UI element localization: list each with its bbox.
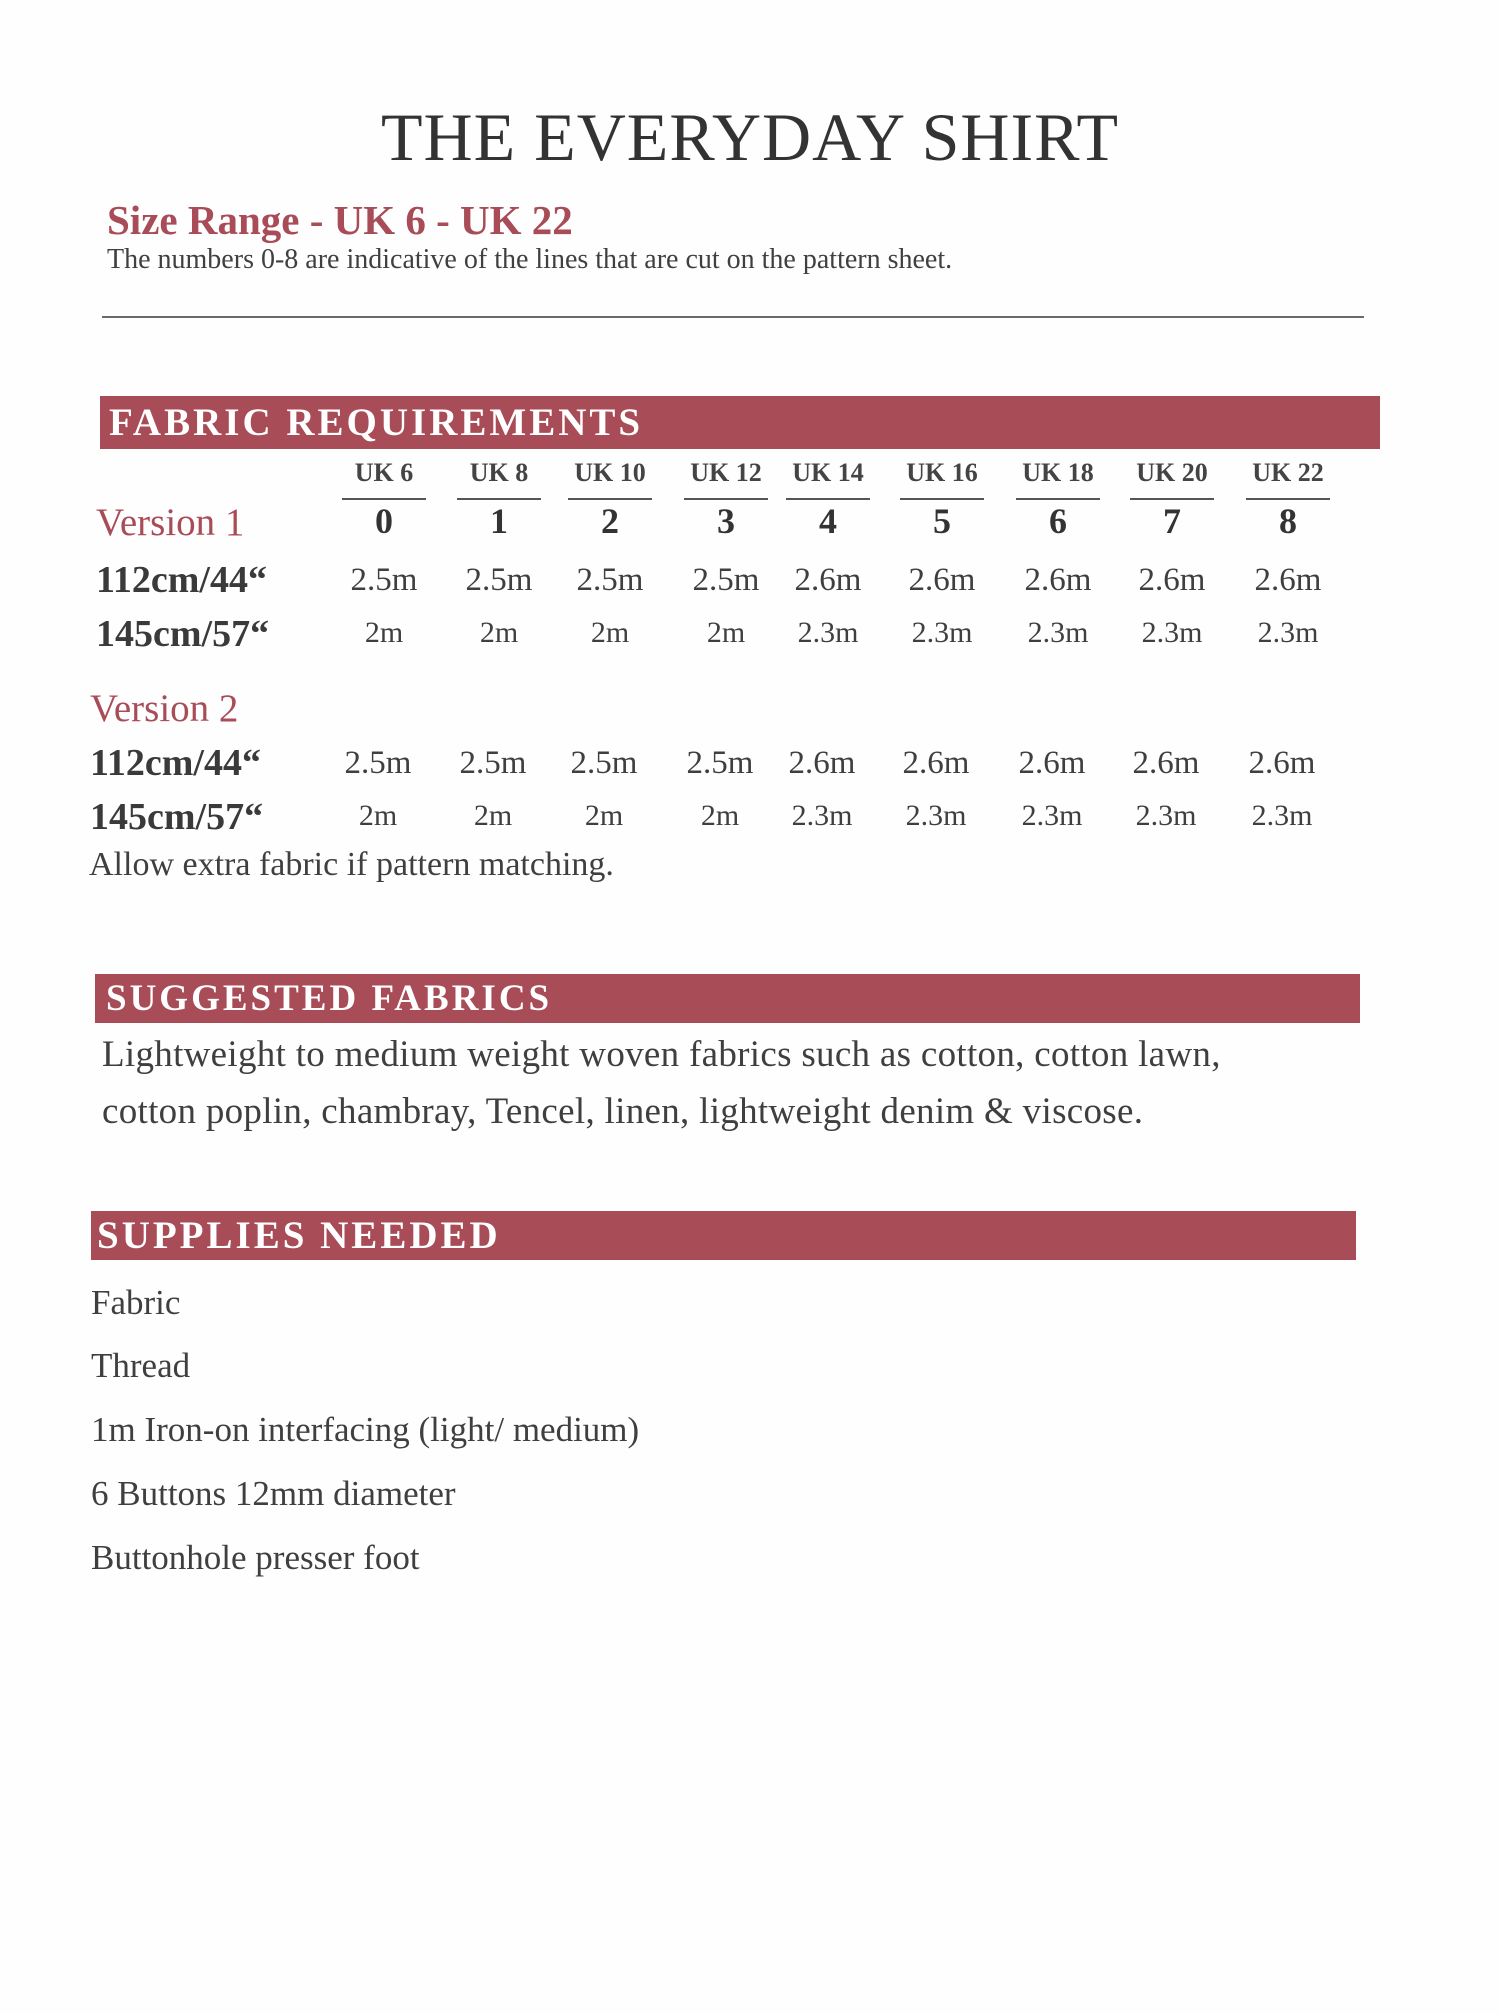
fabric-amount: 2.3m — [1141, 616, 1203, 649]
fabric-requirements-heading: FABRIC REQUIREMENTS — [100, 396, 1380, 449]
size-column-header: UK 12 — [690, 458, 762, 487]
pattern-line-number: 7 — [1163, 501, 1181, 541]
pattern-line-number: 6 — [1049, 501, 1067, 541]
suggested-fabrics-line: Lightweight to medium weight woven fabrics such as cotton, cotton lawn, — [102, 1034, 1221, 1075]
size-column-header: UK 10 — [574, 458, 646, 487]
supply-item: Buttonhole presser foot — [91, 1538, 420, 1577]
fabric-amount: 2.3m — [905, 799, 967, 832]
pattern-line-number: 0 — [375, 501, 393, 541]
fabric-amount: 2.5m — [570, 745, 638, 781]
fabric-amount: 2m — [584, 799, 624, 832]
fabric-amount: 2.3m — [797, 616, 859, 649]
pattern-line-number: 3 — [717, 501, 735, 541]
pattern-line-number: 4 — [819, 501, 837, 541]
fabric-amount: 2.6m — [1024, 562, 1092, 598]
fabric-amount: 2m — [358, 799, 398, 832]
supply-item: Fabric — [91, 1283, 181, 1322]
fabric-amount: 2m — [700, 799, 740, 832]
version-label: Version 2 — [90, 687, 239, 730]
fabric-amount: 2.6m — [1138, 562, 1206, 598]
fabric-amount: 2m — [590, 616, 630, 649]
pattern-line-number: 2 — [601, 501, 619, 541]
supply-item: Thread — [91, 1346, 191, 1385]
fabric-amount: 2.5m — [344, 745, 412, 781]
fabric-amount: 2.5m — [576, 562, 644, 598]
fabric-amount: 2m — [473, 799, 513, 832]
fabric-amount: 2.5m — [350, 562, 418, 598]
suggested-fabrics-heading: SUGGESTED FABRICS — [95, 974, 1360, 1023]
size-column-header: UK 6 — [354, 458, 414, 487]
fabric-amount: 2m — [364, 616, 404, 649]
fabric-amount: 2.5m — [465, 562, 533, 598]
fabric-amount: 2m — [479, 616, 519, 649]
fabric-width-label: 145cm/57“ — [90, 796, 264, 838]
fabric-amount: 2.3m — [911, 616, 973, 649]
fabric-amount: 2.3m — [1257, 616, 1319, 649]
suggested-fabrics-line: cotton poplin, chambray, Tencel, linen, lightweight denim & viscose. — [102, 1091, 1144, 1132]
size-column-header: UK 22 — [1252, 458, 1324, 487]
pattern-matching-note: Allow extra fabric if pattern matching. — [89, 846, 614, 883]
size-column-header: UK 18 — [1022, 458, 1094, 487]
fabric-amount: 2.5m — [692, 562, 760, 598]
fabric-amount: 2m — [706, 616, 746, 649]
fabric-amount: 2.6m — [1248, 745, 1316, 781]
size-column-header: UK 8 — [469, 458, 529, 487]
size-column-header: UK 20 — [1136, 458, 1208, 487]
fabric-amount: 2.6m — [1132, 745, 1200, 781]
fabric-amount: 2.3m — [1027, 616, 1089, 649]
fabric-amount: 2.3m — [1251, 799, 1313, 832]
suggested-fabrics-text — [102, 1026, 1402, 1140]
pattern-line-number: 1 — [490, 501, 508, 541]
supply-item: 1m Iron-on interfacing (light/ medium) — [91, 1410, 640, 1449]
fabric-width-label: 145cm/57“ — [96, 613, 270, 655]
fabric-amount: 2.5m — [459, 745, 527, 781]
size-note: The numbers 0-8 are indicative of the lines that are cut on the pattern sheet. — [107, 244, 953, 275]
divider-line — [102, 316, 1364, 318]
fabric-amount: 2.6m — [902, 745, 970, 781]
fabric-amount: 2.3m — [791, 799, 853, 832]
size-column-header: UK 16 — [906, 458, 978, 487]
fabric-amount: 2.3m — [1021, 799, 1083, 832]
fabric-amount: 2.6m — [1018, 745, 1086, 781]
supply-item: 6 Buttons 12mm diameter — [91, 1474, 456, 1513]
pattern-line-number: 5 — [933, 501, 951, 541]
fabric-amount: 2.6m — [788, 745, 856, 781]
pattern-line-number: 8 — [1279, 501, 1297, 541]
fabric-amount: 2.6m — [908, 562, 976, 598]
fabric-amount: 2.5m — [686, 745, 754, 781]
fabric-width-label: 112cm/44“ — [90, 742, 261, 784]
page-title: THE EVERYDAY SHIRT — [380, 99, 1119, 175]
fabric-width-label: 112cm/44“ — [96, 559, 267, 601]
fabric-amount: 2.6m — [794, 562, 862, 598]
fabric-amount: 2.3m — [1135, 799, 1197, 832]
supplies-needed-heading: SUPPLIES NEEDED — [91, 1211, 1356, 1260]
fabric-amount: 2.6m — [1254, 562, 1322, 598]
version-label: Version 1 — [96, 501, 245, 544]
size-column-header: UK 14 — [792, 458, 864, 487]
size-range-heading: Size Range - UK 6 - UK 22 — [107, 197, 573, 243]
